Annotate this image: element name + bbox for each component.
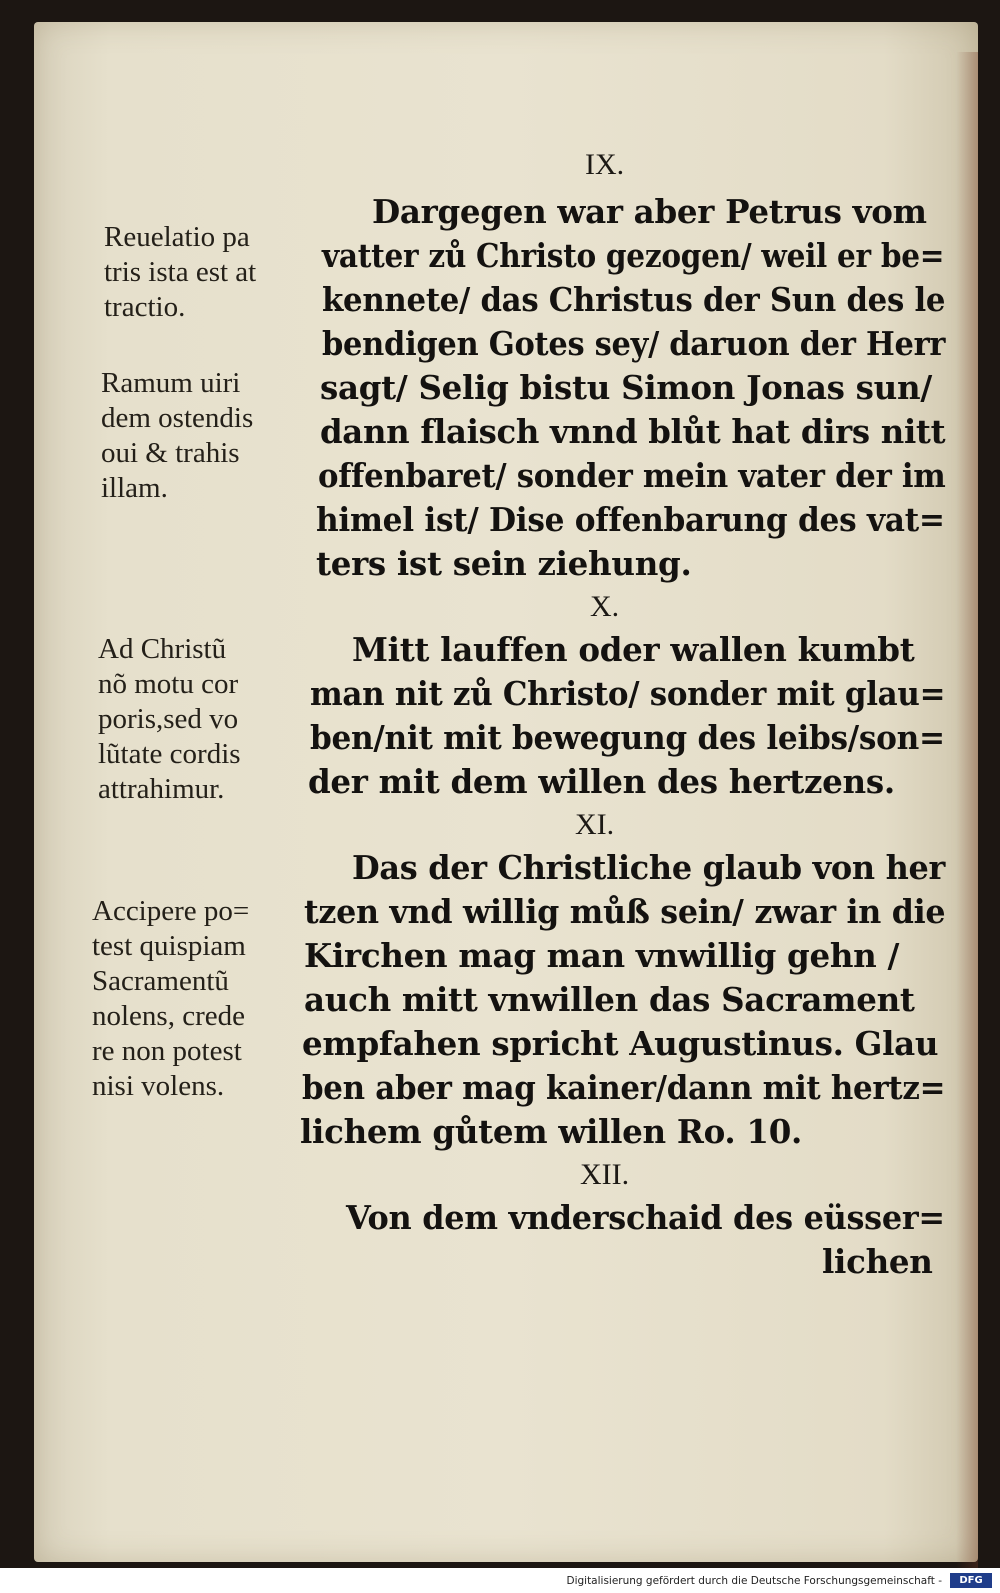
text-line: sagt/ Selig bistu Simon Jonas sun/ xyxy=(320,368,932,407)
marginal-note xyxy=(98,632,241,807)
section-numeral-ix: IX. xyxy=(585,148,625,181)
marginal-note xyxy=(104,220,256,325)
catchword: lichen xyxy=(822,1242,933,1281)
text-line: Mitt lauffen oder wallen kumbt xyxy=(352,630,915,669)
marginal-line: tris ista est at xyxy=(104,256,257,288)
marginal-line: lũtate cordis xyxy=(98,738,241,770)
marginal-line: Ad Christũ xyxy=(98,633,227,665)
text-line: der mit dem willen des hertzens. xyxy=(308,762,895,801)
dfg-logo: DFG xyxy=(950,1573,992,1588)
section-numeral-xi: XI. xyxy=(575,808,615,841)
marginal-line: tractio. xyxy=(104,291,186,323)
text-line: Dargegen war aber Petrus vom xyxy=(372,192,927,231)
marginal-note xyxy=(92,894,249,1104)
text-line: ben/nit mit bewegung des leibs/son= xyxy=(310,718,945,757)
text-line: auch mitt vnwillen das Sacrament xyxy=(304,980,915,1019)
text-line: man nit zů Christo/ sonder mit glau= xyxy=(310,674,946,713)
marginal-line: dem ostendis xyxy=(101,402,254,434)
text-line: himel ist/ Dise offenbarung des vat= xyxy=(316,500,945,539)
marginal-line: nõ motu cor xyxy=(98,668,239,700)
text-line: empfahen spricht Augustinus. Glau xyxy=(302,1024,939,1063)
text-line: Kirchen mag man vnwillig gehn / xyxy=(304,936,900,975)
page-edge-shadow xyxy=(956,52,978,1572)
text-line: Von dem vnderschaid des eüsser= xyxy=(346,1198,945,1237)
text-line: Das der Christliche glaub von her xyxy=(352,848,946,887)
marginal-line: illam. xyxy=(101,472,168,504)
text-line: kennete/ das Christus der Sun des le xyxy=(322,280,946,319)
section-numeral-x: X. xyxy=(590,590,620,623)
marginal-line: Ramum uiri xyxy=(101,367,241,399)
section-numeral-xii: XII. xyxy=(580,1158,630,1191)
marginal-line: re non potest xyxy=(92,1035,242,1067)
marginal-line: poris,sed vo xyxy=(98,703,239,735)
text-line: ben aber mag kainer/dann mit hertz= xyxy=(302,1068,946,1107)
marginal-line: oui & trahis xyxy=(101,437,240,469)
marginal-line: Sacramentũ xyxy=(92,965,229,997)
marginal-line: attrahimur. xyxy=(98,773,225,805)
marginal-line: Reuelatio pa xyxy=(104,221,250,253)
marginal-line: nolens, crede xyxy=(92,1000,245,1032)
marginal-line: nisi volens. xyxy=(92,1070,225,1102)
text-line: tzen vnd willig můß sein/ zwar in die xyxy=(304,892,946,931)
text-line: bendigen Gotes sey/ daruon der Herr xyxy=(322,324,946,363)
marginal-line: Accipere po= xyxy=(92,895,250,927)
text-line: vatter zů Christo gezogen/ weil er be= xyxy=(322,236,945,275)
text-line: lichem gůtem willen Ro. 10. xyxy=(300,1112,803,1151)
text-line: ters ist sein ziehung. xyxy=(316,544,692,583)
text-line: dann flaisch vnnd blůt hat dirs nitt xyxy=(320,412,946,451)
text-line: offenbaret/ sonder mein vater der im xyxy=(318,456,946,495)
marginal-line: test quispiam xyxy=(92,930,246,962)
marginal-note xyxy=(101,366,253,506)
digitization-credit: Digitalisierung gefördert durch die Deutsche Forschungsgemeinschaft - xyxy=(566,1575,942,1587)
